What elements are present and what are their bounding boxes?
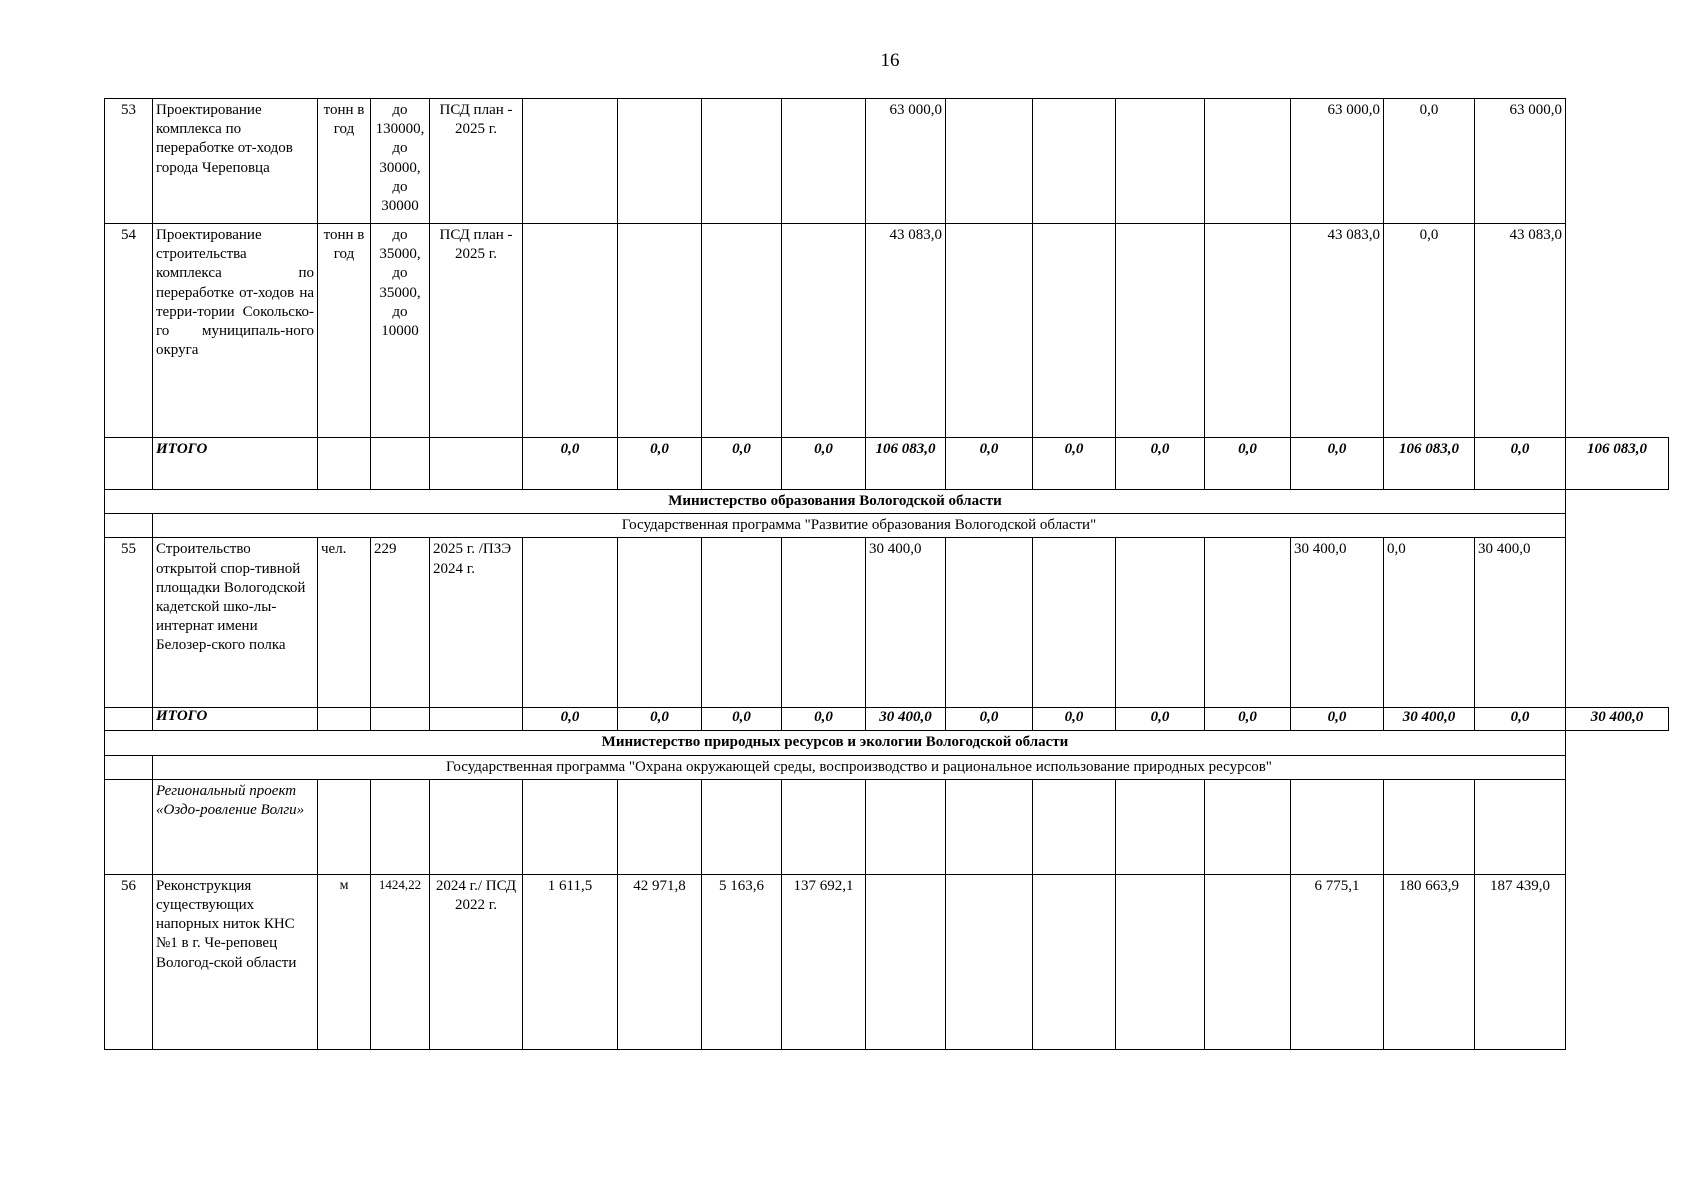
empty-cell	[1384, 779, 1475, 874]
empty-cell	[430, 779, 523, 874]
value-cell: 63 000,0	[866, 99, 946, 224]
ministry-title: Министерство образования Вологодской области	[105, 490, 1566, 514]
table-row-56	[105, 874, 1669, 1049]
value-cell: 63 000,0	[1291, 99, 1384, 224]
unit-cell: м	[318, 874, 371, 1049]
value-cell	[1033, 224, 1116, 438]
total-value: 0,0	[702, 708, 782, 731]
empty-cell	[318, 708, 371, 731]
value-cell	[1205, 99, 1291, 224]
value-cell	[1033, 538, 1116, 708]
object-name: Проектирование строительства комплекса по переработке от-ходов на терри-тории Сокольско-го муниципаль-ного округа	[153, 224, 318, 438]
value-cell	[946, 538, 1033, 708]
value-cell: 30 400,0	[1475, 538, 1566, 708]
value-cell	[618, 99, 702, 224]
empty-cell	[430, 438, 523, 490]
value-cell: 180 663,9	[1384, 874, 1475, 1049]
value-cell	[946, 874, 1033, 1049]
value-cell: 43 083,0	[1291, 224, 1384, 438]
total-value: 0,0	[1291, 708, 1384, 731]
unit-cell: тонн в год	[318, 224, 371, 438]
value-cell	[1033, 99, 1116, 224]
program-row	[105, 514, 1669, 538]
capacity-line: 35000,	[379, 284, 421, 301]
table-row-53	[105, 99, 1669, 224]
row-number: 54	[105, 224, 153, 438]
total-value: 0,0	[618, 708, 702, 731]
term-cell: ПСД план - 2025 г.	[430, 224, 523, 438]
program-title: Государственная программа "Развитие образования Вологодской области"	[153, 514, 1566, 538]
value-cell: 63 000,0	[1475, 99, 1566, 224]
empty-cell	[105, 438, 153, 490]
empty-cell	[782, 779, 866, 874]
total-value: 0,0	[1116, 438, 1205, 490]
total-value: 0,0	[1205, 438, 1291, 490]
program-title: Государственная программа "Охрана окружающей среды, воспроизводство и рациональное использование природных ресурсов"	[153, 755, 1566, 779]
empty-cell	[1291, 779, 1384, 874]
total-row	[105, 708, 1669, 731]
value-cell: 42 971,8	[618, 874, 702, 1049]
object-name: Проектирование комплекса по переработке от-ходов города Череповца	[153, 99, 318, 224]
empty-cell	[1205, 779, 1291, 874]
value-cell	[782, 538, 866, 708]
project-row	[105, 779, 1669, 874]
value-cell	[1116, 224, 1205, 438]
empty-cell	[866, 779, 946, 874]
capacity-cell	[371, 99, 430, 224]
object-name: Реконструкция существующих напорных ниток КНС №1 в г. Че-реповец Вологод-ской области	[153, 874, 318, 1049]
empty-cell	[523, 779, 618, 874]
total-value: 0,0	[1475, 438, 1566, 490]
unit-cell: тонн в год	[318, 99, 371, 224]
empty-cell	[618, 779, 702, 874]
value-cell: 0,0	[1384, 224, 1475, 438]
total-value: 0,0	[523, 708, 618, 731]
capacity-line: 30000	[381, 197, 419, 214]
value-cell: 5 163,6	[702, 874, 782, 1049]
value-cell	[1205, 224, 1291, 438]
capacity-line: до	[392, 227, 408, 243]
total-value: 0,0	[1475, 708, 1566, 731]
value-cell	[523, 224, 618, 438]
empty-cell	[1475, 779, 1566, 874]
total-value: 106 083,0	[866, 438, 946, 490]
ministry-row	[105, 731, 1669, 755]
value-cell: 0,0	[1384, 538, 1475, 708]
project-title: Региональный проект «Оздо-ровление Волги»	[153, 779, 318, 874]
capacity-cell: 1424,22	[371, 874, 430, 1049]
total-value: 0,0	[946, 438, 1033, 490]
empty-cell	[1033, 779, 1116, 874]
page-number: 16	[880, 50, 900, 71]
value-cell: 0,0	[1384, 99, 1475, 224]
term-cell: 2025 г. /ПЗЭ 2024 г.	[430, 538, 523, 708]
value-cell: 137 692,1	[782, 874, 866, 1049]
empty-cell	[105, 779, 153, 874]
capacity-line: 10000	[381, 322, 419, 339]
ministry-title: Министерство природных ресурсов и экологии Вологодской области	[105, 731, 1566, 755]
total-value: 30 400,0	[1384, 708, 1475, 731]
total-label: ИТОГО	[153, 708, 318, 731]
value-cell	[1205, 874, 1291, 1049]
empty-cell	[105, 514, 153, 538]
budget-table	[104, 98, 1669, 1050]
empty-cell	[105, 708, 153, 731]
value-cell	[946, 224, 1033, 438]
row-number: 55	[105, 538, 153, 708]
capacity-cell	[371, 224, 430, 438]
total-value: 0,0	[1116, 708, 1205, 731]
row-number: 56	[105, 874, 153, 1049]
ministry-row	[105, 490, 1669, 514]
empty-cell	[702, 779, 782, 874]
row-number: 53	[105, 99, 153, 224]
value-cell	[782, 224, 866, 438]
total-value: 0,0	[1291, 438, 1384, 490]
empty-cell	[430, 708, 523, 731]
total-value: 0,0	[523, 438, 618, 490]
capacity-line: 30000,	[379, 159, 421, 176]
value-cell	[702, 224, 782, 438]
value-cell: 187 439,0	[1475, 874, 1566, 1049]
value-cell	[1116, 99, 1205, 224]
table-row-55	[105, 538, 1669, 708]
unit-cell: чел.	[318, 538, 371, 708]
capacity-line: до	[392, 265, 408, 282]
total-value: 0,0	[1033, 438, 1116, 490]
total-value: 106 083,0	[1566, 438, 1669, 490]
capacity-line: до	[392, 140, 408, 157]
value-cell	[946, 99, 1033, 224]
total-value: 0,0	[1033, 708, 1116, 731]
empty-cell	[1116, 779, 1205, 874]
empty-cell	[371, 779, 430, 874]
value-cell: 30 400,0	[866, 538, 946, 708]
empty-cell	[371, 708, 430, 731]
total-value: 30 400,0	[866, 708, 946, 731]
capacity-cell: 229	[371, 538, 430, 708]
term-cell: 2024 г./ ПСД 2022 г.	[430, 874, 523, 1049]
value-cell: 43 083,0	[866, 224, 946, 438]
total-value: 0,0	[618, 438, 702, 490]
capacity-line: до	[392, 178, 408, 195]
value-cell	[866, 874, 946, 1049]
total-value: 0,0	[1205, 708, 1291, 731]
value-cell	[702, 99, 782, 224]
value-cell	[523, 538, 618, 708]
value-cell	[782, 99, 866, 224]
empty-cell	[946, 779, 1033, 874]
total-value: 0,0	[946, 708, 1033, 731]
value-cell	[1116, 874, 1205, 1049]
value-cell	[702, 538, 782, 708]
program-row	[105, 755, 1669, 779]
capacity-line: до	[392, 102, 408, 118]
value-cell	[618, 224, 702, 438]
total-value: 0,0	[782, 708, 866, 731]
capacity-line: до	[392, 303, 408, 320]
value-cell: 43 083,0	[1475, 224, 1566, 438]
value-cell: 6 775,1	[1291, 874, 1384, 1049]
value-cell	[1033, 874, 1116, 1049]
value-cell: 30 400,0	[1291, 538, 1384, 708]
empty-cell	[371, 438, 430, 490]
capacity-line: 130000,	[375, 121, 425, 138]
total-value: 0,0	[782, 438, 866, 490]
empty-cell	[318, 438, 371, 490]
total-label: ИТОГО	[153, 438, 318, 490]
total-value: 0,0	[702, 438, 782, 490]
empty-cell	[105, 755, 153, 779]
term-cell: ПСД план - 2025 г.	[430, 99, 523, 224]
value-cell	[1116, 538, 1205, 708]
capacity-line: 35000,	[379, 246, 421, 263]
total-row	[105, 438, 1669, 490]
empty-cell	[318, 779, 371, 874]
object-name: Строительство открытой спор-тивной площадки Вологодской кадетской шко-лы-интернат имени Белозер-ского полка	[153, 538, 318, 708]
value-cell: 1 611,5	[523, 874, 618, 1049]
total-value: 30 400,0	[1566, 708, 1669, 731]
total-value: 106 083,0	[1384, 438, 1475, 490]
value-cell	[618, 538, 702, 708]
value-cell	[1205, 538, 1291, 708]
value-cell	[523, 99, 618, 224]
table-row-54	[105, 224, 1669, 438]
